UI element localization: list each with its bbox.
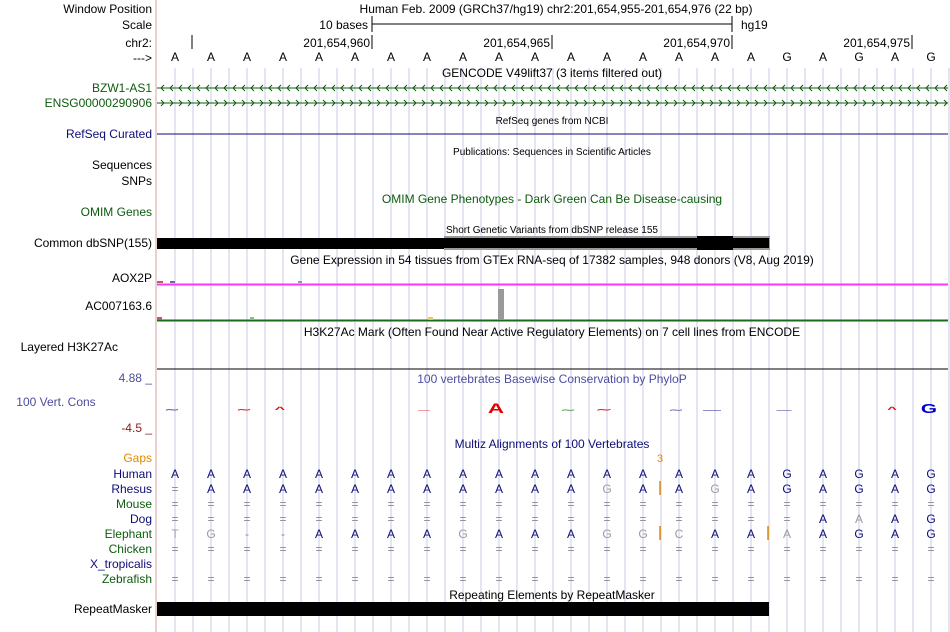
aligned-base: A [674, 482, 684, 496]
aligned-base: A [170, 467, 180, 481]
aligned-base: G [638, 527, 648, 541]
aligned-base: G [926, 512, 936, 526]
aligned-base: = [675, 497, 683, 511]
gtex-expression-bar [428, 317, 433, 320]
aligned-base: = [495, 542, 503, 556]
aligned-base: A [422, 467, 432, 481]
aligned-base: = [459, 572, 467, 586]
pubs-track-title: Publications: Sequences in Scientific Articles [453, 147, 651, 158]
aligned-base: A [422, 527, 432, 541]
aligned-base: A [746, 527, 756, 541]
reference-base: A [422, 50, 432, 64]
aligned-base: A [242, 467, 252, 481]
aligned-base: A [494, 482, 504, 496]
aligned-base: = [243, 497, 251, 511]
species-label[interactable]: Human [113, 467, 152, 481]
aligned-base: = [639, 512, 647, 526]
svg-text:∼: ∼ [560, 406, 576, 414]
aligned-base: = [819, 542, 827, 556]
aligned-base: = [531, 497, 539, 511]
aligned-base: = [567, 572, 575, 586]
scale-bar [372, 16, 732, 32]
gtex-gene-label-aox2p[interactable]: AOX2P [111, 271, 152, 285]
aligned-base: = [891, 497, 899, 511]
aligned-base: = [747, 512, 755, 526]
aligned-base: C [674, 527, 684, 541]
h3k27ac-track-label[interactable]: Layered H3K27Ac [20, 340, 118, 354]
reference-bases [171, 50, 936, 64]
aligned-base: = [747, 572, 755, 586]
gtex-expression-bar [157, 281, 163, 283]
aligned-base: G [854, 482, 864, 496]
aligned-base: A [314, 482, 324, 496]
aligned-base: = [495, 497, 503, 511]
species-label[interactable]: Mouse [115, 497, 152, 511]
reference-base: A [206, 50, 216, 64]
reference-base: A [746, 50, 756, 64]
aligned-base: = [783, 512, 791, 526]
aligned-base: = [531, 572, 539, 586]
aligned-base: G [926, 482, 936, 496]
aligned-base: = [927, 542, 935, 556]
gtex-expression-bar [157, 317, 162, 320]
scale-db-label: hg19 [741, 18, 768, 32]
aligned-base: = [279, 512, 287, 526]
aligned-base: A [386, 527, 396, 541]
reference-base: A [350, 50, 360, 64]
snps-track-label[interactable]: SNPs [121, 174, 152, 188]
aligned-base: A [386, 482, 396, 496]
dbsnp-variant-bars[interactable] [157, 236, 770, 250]
window-position-value: Human Feb. 2009 (GRCh37/hg19) chr2:201,654,955-201,654,976 (22 bp) [359, 2, 753, 16]
conservation-track-label[interactable]: 100 Vert. Cons [16, 395, 96, 409]
omim-track-title: OMIM Gene Phenotypes - Dark Green Can Be Disease-causing [381, 192, 723, 206]
aligned-base: G [458, 527, 468, 541]
aligned-base: = [567, 542, 575, 556]
aligned-base: A [782, 527, 792, 541]
aligned-base: A [314, 527, 324, 541]
ruler-tick-label-2: 201,654,965 [483, 36, 550, 50]
aligned-base: G [854, 527, 864, 541]
chrom-label: chr2: [125, 36, 152, 50]
aligned-base: = [351, 497, 359, 511]
aligned-base: A [278, 482, 288, 496]
aligned-base: - [281, 527, 285, 541]
svg-text:∼: ∼ [595, 406, 613, 414]
aligned-base: = [531, 512, 539, 526]
aligned-base: G [602, 482, 612, 496]
aligned-base: = [387, 542, 395, 556]
svg-text:—: — [703, 406, 721, 414]
svg-text:A: A [487, 400, 505, 416]
ruler-tick-label-1: 201,654,960 [303, 36, 370, 50]
gap-count: 3 [656, 453, 664, 465]
aligned-base: = [459, 497, 467, 511]
strand-label: ---> [133, 51, 152, 65]
aligned-base: = [387, 512, 395, 526]
reference-base: A [458, 50, 468, 64]
aligned-base: A [566, 527, 576, 541]
aligned-base: = [675, 542, 683, 556]
aligned-base: = [423, 512, 431, 526]
reference-base: A [242, 50, 252, 64]
repeatmasker-track-title: Repeating Elements by RepeatMasker [449, 588, 655, 602]
aligned-base: A [890, 467, 900, 481]
aligned-base: A [818, 467, 828, 481]
aligned-base: = [207, 542, 215, 556]
reference-base: G [782, 50, 792, 64]
reference-base: A [278, 50, 288, 64]
reference-base: A [890, 50, 900, 64]
aligned-base: = [387, 497, 395, 511]
aligned-base: = [279, 572, 287, 586]
omim-track-label[interactable]: OMIM Genes [80, 205, 152, 219]
aligned-base: A [530, 467, 540, 481]
aligned-base: = [171, 482, 179, 496]
aligned-base: = [783, 572, 791, 586]
aligned-base: = [747, 497, 755, 511]
aligned-base: = [459, 542, 467, 556]
aligned-base: = [495, 572, 503, 586]
aligned-base: A [746, 467, 756, 481]
gaps-label[interactable]: Gaps [123, 451, 152, 465]
aligned-base: = [495, 512, 503, 526]
species-label[interactable]: Rhesus [111, 482, 152, 496]
aligned-base: = [315, 542, 323, 556]
aligned-base: = [639, 497, 647, 511]
aligned-base: A [710, 467, 720, 481]
aligned-base: A [746, 482, 756, 496]
h3k27ac-track-title: H3K27Ac Mark (Often Found Near Active Regulatory Elements) on 7 cell lines from ENCODE [303, 325, 801, 339]
gtex-expression-bar-tall [498, 289, 504, 320]
aligned-base: G [206, 527, 216, 541]
aligned-base: = [639, 542, 647, 556]
reference-base: A [674, 50, 684, 64]
aligned-base: A [350, 467, 360, 481]
gtex-gene-label-ac007163[interactable]: AC007163.6 [85, 299, 152, 313]
species-label[interactable]: Elephant [104, 527, 152, 541]
aligned-base: A [602, 467, 612, 481]
refseq-track-label[interactable]: RefSeq Curated [65, 127, 152, 141]
reference-base: A [566, 50, 576, 64]
aligned-base: A [638, 482, 648, 496]
aligned-base: A [458, 482, 468, 496]
reference-base: A [602, 50, 612, 64]
multiz-alignment-rows [90, 467, 936, 586]
svg-text:—: — [776, 407, 792, 414]
gtex-expression-bar [170, 281, 175, 283]
conservation-logo-glyphs [164, 400, 937, 416]
refseq-track-title: RefSeq genes from NCBI [495, 116, 609, 127]
species-label[interactable]: Chicken [108, 542, 152, 556]
aligned-base: A [494, 467, 504, 481]
aligned-base: = [747, 542, 755, 556]
aligned-base: = [711, 542, 719, 556]
aligned-base: T [171, 527, 179, 541]
aligned-base: = [171, 572, 179, 586]
aligned-base: = [459, 512, 467, 526]
aligned-base: A [638, 467, 648, 481]
aligned-base: = [423, 542, 431, 556]
aligned-base: = [387, 572, 395, 586]
aligned-base: A [566, 482, 576, 496]
aligned-base: = [351, 542, 359, 556]
aligned-base: = [603, 497, 611, 511]
aligned-base: = [171, 542, 179, 556]
aligned-base: G [782, 467, 792, 481]
aligned-base: = [711, 512, 719, 526]
dbsnp-track-title: Short Genetic Variants from dbSNP release 155 [446, 225, 658, 236]
aligned-base: A [350, 482, 360, 496]
aligned-base: A [206, 482, 216, 496]
aligned-base: = [531, 542, 539, 556]
reference-base: G [926, 50, 936, 64]
repeatmasker-track-label[interactable]: RepeatMasker [73, 602, 152, 616]
aligned-base: A [674, 467, 684, 481]
aligned-base: A [242, 482, 252, 496]
aligned-base: = [603, 542, 611, 556]
aligned-base: A [278, 467, 288, 481]
aligned-base: A [854, 512, 864, 526]
reference-base: A [494, 50, 504, 64]
aligned-base: - [245, 527, 249, 541]
aligned-base: G [854, 467, 864, 481]
aligned-base: A [818, 527, 828, 541]
window-position-label: Window Position [63, 2, 152, 16]
aligned-base: A [818, 512, 828, 526]
aligned-base: = [171, 512, 179, 526]
aligned-base: A [206, 467, 216, 481]
aligned-base: = [891, 542, 899, 556]
scale-label: Scale [121, 18, 152, 32]
aligned-base: A [818, 482, 828, 496]
gene-label-bzw1-as1[interactable]: BZW1-AS1 [91, 81, 152, 95]
aligned-base: = [855, 497, 863, 511]
aligned-base: G [710, 482, 720, 496]
aligned-base: A [890, 482, 900, 496]
conservation-max-label: 4.88 _ [118, 371, 152, 385]
multiz-track-title: Multiz Alignments of 100 Vertebrates [454, 437, 650, 451]
gene-label-ensg00000290906[interactable]: ENSG00000290906 [44, 96, 152, 110]
species-label[interactable]: Zebrafish [101, 572, 152, 586]
aligned-base: = [711, 497, 719, 511]
ruler-tick-label-4: 201,654,975 [843, 36, 910, 50]
pubs-track-label[interactable]: Sequences [91, 158, 152, 172]
aligned-base: = [243, 572, 251, 586]
reference-base: A [386, 50, 396, 64]
aligned-base: G [782, 482, 792, 496]
ruler-tick-label-3: 201,654,970 [663, 36, 730, 50]
aligned-base: = [783, 542, 791, 556]
svg-text:G: G [920, 401, 938, 416]
aligned-base: G [926, 527, 936, 541]
repeatmasker-element-bar[interactable] [157, 602, 769, 616]
svg-text:^: ^ [887, 405, 897, 414]
aligned-base: = [927, 497, 935, 511]
aligned-base: = [171, 497, 179, 511]
dbsnp-track-label[interactable]: Common dbSNP(155) [33, 236, 152, 250]
aligned-base: = [639, 572, 647, 586]
aligned-base: = [207, 512, 215, 526]
aligned-base: = [603, 512, 611, 526]
reference-base: A [710, 50, 720, 64]
aligned-base: A [422, 482, 432, 496]
aligned-base: = [351, 572, 359, 586]
aligned-base: = [315, 572, 323, 586]
reference-base: A [170, 50, 180, 64]
aligned-base: A [350, 527, 360, 541]
gtex-track-title: Gene Expression in 54 tissues from GTEx RNA-seq of 17382 samples, 948 donors (V8, Aug 2019) [290, 253, 814, 267]
reference-base: A [314, 50, 324, 64]
aligned-base: = [927, 572, 935, 586]
svg-text:—: — [418, 407, 430, 412]
aligned-base: = [891, 572, 899, 586]
aligned-base: G [926, 467, 936, 481]
aligned-base: = [567, 512, 575, 526]
aligned-base: = [243, 512, 251, 526]
aligned-base: A [458, 467, 468, 481]
aligned-base: = [315, 497, 323, 511]
reference-base: A [818, 50, 828, 64]
reference-base: A [638, 50, 648, 64]
aligned-base: = [207, 497, 215, 511]
aligned-base: A [566, 467, 576, 481]
aligned-base: = [675, 512, 683, 526]
aligned-base: A [530, 482, 540, 496]
aligned-base: = [423, 572, 431, 586]
aligned-base: = [603, 572, 611, 586]
aligned-base: = [819, 572, 827, 586]
aligned-base: A [890, 527, 900, 541]
scale-bases-text: 10 bases [319, 18, 368, 32]
species-label[interactable]: Dog [129, 512, 152, 526]
aligned-base: = [207, 572, 215, 586]
aligned-base: = [855, 572, 863, 586]
conservation-track-title: 100 vertebrates Basewise Conservation by PhyloP [417, 372, 687, 386]
aligned-base: = [711, 572, 719, 586]
aligned-base: = [243, 542, 251, 556]
aligned-base: G [602, 527, 612, 541]
reference-base: G [854, 50, 864, 64]
gtex-expression-bar [298, 281, 302, 283]
aligned-base: = [819, 497, 827, 511]
aligned-base: A [386, 467, 396, 481]
conservation-min-label: -4.5 _ [121, 421, 152, 435]
aligned-base: = [423, 497, 431, 511]
aligned-base: A [494, 527, 504, 541]
aligned-base: = [351, 512, 359, 526]
aligned-base: = [567, 497, 575, 511]
aligned-base: A [890, 512, 900, 526]
gtex-expression-bar [250, 317, 254, 320]
svg-text:^: ^ [274, 405, 286, 414]
svg-text:∼: ∼ [236, 405, 252, 414]
svg-text:∼: ∼ [164, 405, 180, 414]
svg-text:∼: ∼ [668, 406, 684, 414]
aligned-base: = [855, 542, 863, 556]
aligned-base: A [530, 527, 540, 541]
species-label[interactable]: X_tropicalis [89, 557, 152, 571]
aligned-base: = [783, 497, 791, 511]
aligned-base: = [279, 497, 287, 511]
aligned-base: = [675, 572, 683, 586]
aligned-base: = [315, 512, 323, 526]
aligned-base: = [279, 542, 287, 556]
aligned-base: A [710, 527, 720, 541]
reference-base: A [530, 50, 540, 64]
gencode-track-title: GENCODE V49lift37 (3 items filtered out) [441, 66, 663, 80]
aligned-base: A [314, 467, 324, 481]
